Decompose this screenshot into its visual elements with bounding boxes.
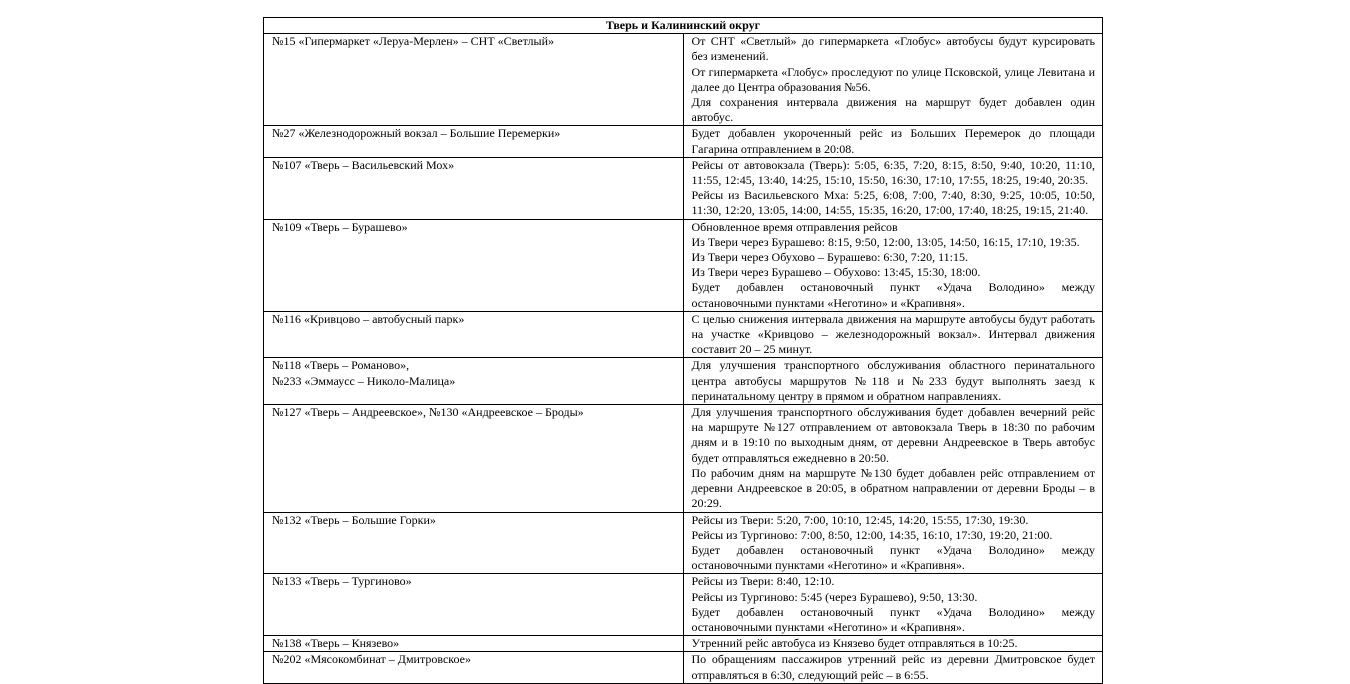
route-name: №127 «Тверь – Андреевское», №130 «Андреевское – Броды» <box>272 405 584 420</box>
table-body <box>264 18 1103 684</box>
change-description-cell <box>683 358 1103 405</box>
change-description-cell <box>683 652 1103 683</box>
table-row <box>264 652 1103 683</box>
change-description-paragraph: Рейсы из Твери: 5:20, 7:00, 10:10, 12:45, 14:20, 15:55, 17:30, 19:30. <box>691 512 1029 527</box>
change-description-paragraph: По рабочим дням на маршруте №130 будет добавлен рейс отправлением от деревни Андреевское в 20:05, в обратном направлении от деревни Броды – в 20:29. <box>691 465 1095 511</box>
change-description-paragraph: Рейсы из Тургиново: 5:45 (через Бурашево), 9:50, 13:30. <box>691 589 978 604</box>
table-row <box>264 358 1103 405</box>
change-description-paragraph: Для улучшения транспортного обслуживания областного перинатального центра автобусы маршрутов №118 и №233 будут выполнять заезд к перинатальному центру в прямом и обратном направлениях. <box>691 358 1095 403</box>
route-cell <box>264 34 684 126</box>
change-description-cell <box>683 219 1103 311</box>
route-name: №107 «Тверь – Васильевский Мох» <box>272 157 455 172</box>
change-description-cell <box>683 512 1103 574</box>
table-row <box>264 126 1103 157</box>
route-name: №138 «Тверь – Князево» <box>272 636 400 651</box>
route-changes-table <box>263 17 1103 684</box>
change-description-paragraph: От СНТ «Светлый» до гипермаркета «Глобус» автобусы будут курсировать без изменений. <box>691 34 1095 64</box>
route-cell <box>264 311 684 358</box>
route-name: №116 «Кривцово – автобусный парк» <box>272 311 465 326</box>
change-description-paragraph: По обращениям пассажиров утренний рейс из деревни Дмитровское будет отправляться в 6:30, следующий рейс – в 6:55. <box>691 652 1095 682</box>
change-description-paragraph: Рейсы из Васильевского Мха: 5:25, 6:08, 7:00, 7:40, 8:30, 9:25, 10:05, 10:50, 11:30, 12:20, 13:05, 14:00, 14:55, 15:35, 16:20, 17:00, 17:40, 18:25, 19:15, 21:40. <box>691 188 1095 218</box>
change-description-paragraph: От гипермаркета «Глобус» проследуют по улице Псковской, улице Левитана и далее до Центра образования №56. <box>691 64 1095 94</box>
route-name: №109 «Тверь – Бурашево» <box>272 219 408 234</box>
route-cell <box>264 636 684 652</box>
change-description-cell <box>683 636 1103 652</box>
route-cell <box>264 574 684 636</box>
route-cell <box>264 652 684 683</box>
route-name: №132 «Тверь – Большие Горки» <box>272 512 436 527</box>
route-cell <box>264 219 684 311</box>
change-description-paragraph: Рейсы из Твери: 8:40, 12:10. <box>691 574 835 589</box>
change-description-paragraph: Из Твери через Обухово – Бурашево: 6:30, 7:20, 11:15. <box>691 250 968 265</box>
table-title: Тверь и Калининский округ <box>264 18 1103 34</box>
change-description-paragraph: Рейсы от автовокзала (Тверь): 5:05, 6:35, 7:20, 8:15, 8:50, 9:40, 10:20, 11:10, 11:55, 12:45, 13:40, 14:25, 15:10, 15:50, 16:30, 17:10, 17:55, 18:25, 19:40, 20:35. <box>691 157 1095 188</box>
change-description-paragraph: Будет добавлен остановочный пункт «Удача Володино» между остановочными пунктами «Неготино» и «Крапивня». <box>691 280 1095 310</box>
change-description-paragraph: Будет добавлен остановочный пункт «Удача Володино» между остановочными пунктами «Неготино» и «Крапивня». <box>691 604 1095 634</box>
table-row <box>264 311 1103 358</box>
change-description-paragraph: Утренний рейс автобуса из Князево будет отправляться в 10:25. <box>691 636 1018 651</box>
route-name: №27 «Железнодорожный вокзал – Большие Перемерки» <box>272 126 561 141</box>
route-cell <box>264 358 684 405</box>
change-description-cell <box>683 574 1103 636</box>
change-description-paragraph: Рейсы из Тургиново: 7:00, 8:50, 12:00, 14:35, 16:10, 17:30, 19:20, 21:00. <box>691 527 1053 542</box>
route-cell <box>264 512 684 574</box>
route-name: №202 «Мясокомбинат – Дмитровское» <box>272 652 471 667</box>
change-description-paragraph: Для сохранения интервала движения на маршрут будет добавлен один автобус. <box>691 95 1095 125</box>
change-description-cell <box>683 405 1103 512</box>
change-description-cell <box>683 126 1103 157</box>
table-title-row <box>264 18 1103 34</box>
change-description-paragraph: Для улучшения транспортного обслуживания будет добавлен вечерний рейс на маршруте №127 отправлением от автовокзала Тверь в 18:30 по рабочим дням и в 19:10 по выходным дням, от деревни Андреевское в Тверь автобус будет отправляться ежедневно в 20:50. <box>691 405 1095 465</box>
change-description-paragraph: Из Твери через Бурашево: 8:15, 9:50, 12:00, 13:05, 14:50, 16:15, 17:10, 19:35. <box>691 234 1080 249</box>
route-cell <box>264 157 684 219</box>
route-name: №118 «Тверь – Романово», <box>272 358 410 373</box>
table-row <box>264 219 1103 311</box>
route-cell <box>264 126 684 157</box>
table-row <box>264 636 1103 652</box>
table-row <box>264 34 1103 126</box>
change-description-cell <box>683 311 1103 358</box>
table-row <box>264 512 1103 574</box>
change-description-cell <box>683 34 1103 126</box>
change-description-paragraph: Будет добавлен укороченный рейс из Больших Перемерок до площади Гагарина отправлением в 20:08. <box>691 126 1095 156</box>
route-name: №233 «Эммаусс – Николо-Малица» <box>272 373 456 388</box>
table-row <box>264 574 1103 636</box>
change-description-paragraph: С целью снижения интервала движения на маршруте автобусы будут работать на участке «Кривцово – железнодорожный вокзал». Интервал движения составит 20 – 25 минут. <box>691 311 1095 357</box>
table-row <box>264 405 1103 512</box>
change-description-paragraph: Обновленное время отправления рейсов <box>691 219 898 234</box>
change-description-paragraph: Из Твери через Бурашево – Обухово: 13:45, 15:30, 18:00. <box>691 265 981 280</box>
route-cell <box>264 405 684 512</box>
change-description-paragraph: Будет добавлен остановочный пункт «Удача Володино» между остановочными пунктами «Неготино» и «Крапивня». <box>691 542 1095 573</box>
change-description-cell <box>683 157 1103 219</box>
route-name: №133 «Тверь – Тургиново» <box>272 574 412 589</box>
route-name: №15 «Гипермаркет «Леруа-Мерлен» – СНТ «Светлый» <box>272 34 555 49</box>
table-row <box>264 157 1103 219</box>
